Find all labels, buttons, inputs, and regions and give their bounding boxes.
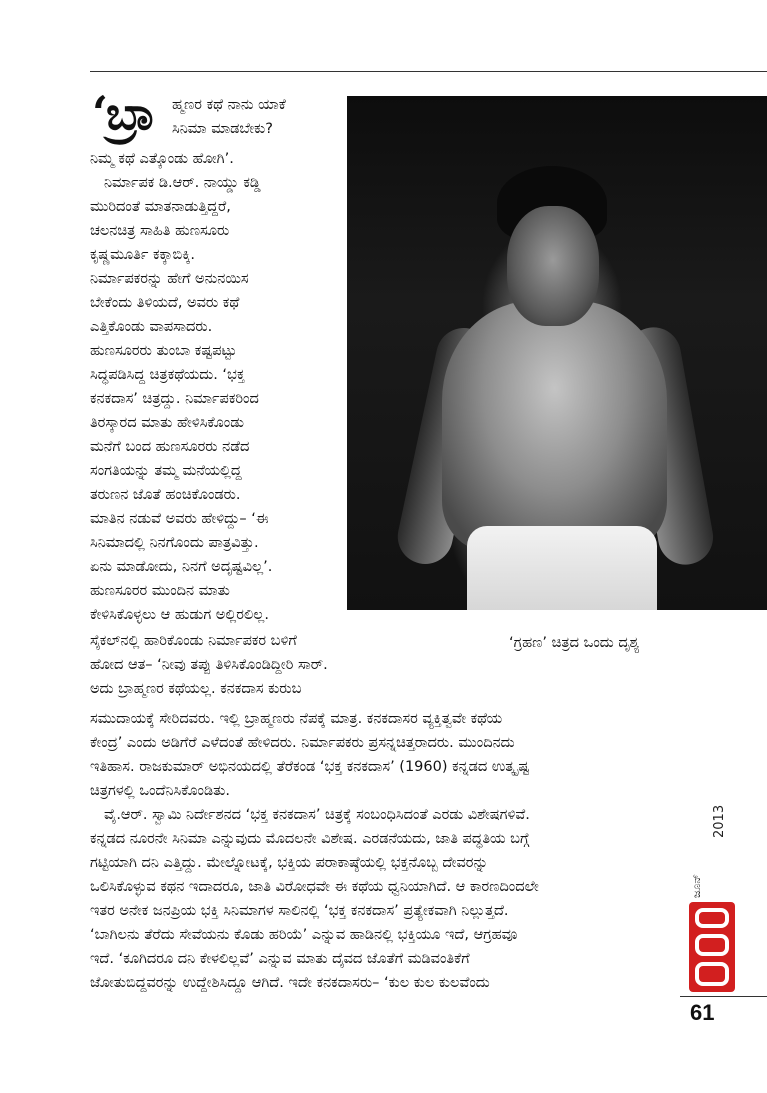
text-line: ಎತ್ತಿಕೊಂಡು ವಾಪಸಾದರು. (90, 319, 213, 335)
text-line: ಬೇಕೆಂದು ತಿಳಿಯದೆ, ಅವರು ಕಥೆ (90, 295, 240, 311)
text-line: ನಿರ್ಮಾಪಕ ಡಿ.ಆರ್. ನಾಯ್ಡು ಕಡ್ಡಿ (104, 175, 261, 191)
text-line: ಸಂಗತಿಯನ್ನು ತಮ್ಮ ಮನೆಯಲ್ಲಿದ್ದ (90, 463, 242, 479)
text-line: ಇದೆ. ‘ಕೂಗಿದರೂ ದನಿ ಕೇಳಲಿಲ್ಲವೆ’ ಎನ್ನುವ ಮಾತು ದೈವದ ಜೊತೆಗೆ ಮಡಿವಂತಿಕೆಗೆ (90, 951, 470, 967)
text-line: ಮುರಿದಂತೆ ಮಾತನಾಡುತ್ತಿದ್ದರೆ, (90, 199, 231, 215)
text-line: ಒಲಿಸಿಕೊಳ್ಳುವ ಕಥನ ಇದಾದರೂ, ಜಾತಿ ವಿರೋಧವೇ ಈ ಕಥೆಯ ಧ್ವನಿಯಾಗಿದೆ. ಆ ಕಾರಣದಿಂದಲೇ (90, 879, 539, 895)
figure-cloth (467, 526, 657, 610)
figure-head (507, 206, 599, 326)
text-line: ಇತರ ಅನೇಕ ಜನಪ್ರಿಯ ಭಕ್ತಿ ಸಿನಿಮಾಗಳ ಸಾಲಿನಲ್ಲಿ ‘ಭಕ್ತ ಕನಕದಾಸ’ ಪ್ರತ್ಯೇಕವಾಗಿ ನಿಲ್ಲುತ್ತದೆ. (90, 903, 509, 919)
text-line: ಸೈಕಲ್‌ನಲ್ಲಿ ಹಾರಿಕೊಂಡು ನಿರ್ಮಾಪಕರ ಬಳಿಗೆ (90, 633, 297, 649)
text-line: ನಿರ್ಮಾಪಕರನ್ನು ಹೇಗೆ ಅನುನಯಿಸ (90, 271, 249, 287)
text-line: ‘ಬಾಗಿಲನು ತೆರೆದು ಸೇವೆಯನು ಕೊಡು ಹರಿಯೆ’ ಎನ್ನುವ ಹಾಡಿನಲ್ಲಿ ಭಕ್ತಿಯೂ ಇದೆ, ಆಗ್ರಹವೂ (90, 927, 518, 943)
figure-torso (442, 301, 667, 551)
text-line: ಮನೆಗೆ ಬಂದ ಹುಣಸೂರರು ನಡೆದ (90, 439, 250, 455)
text-line: ತಿರಸ್ಕಾರದ ಮಾತು ಹೇಳಿಸಿಕೊಂಡು (90, 415, 245, 431)
text-line: ಸಮುದಾಯಕ್ಕೆ ಸೇರಿದವರು. ಇಲ್ಲಿ ಬ್ರಾಹ್ಮಣರು ನೆಪಕ್ಕೆ ಮಾತ್ರ. ಕನಕದಾಸರ ವ್ಯಕ್ತಿತ್ವವೇ ಕಥೆಯ (90, 711, 503, 727)
top-rule (90, 71, 767, 72)
text-line: ಕೇಂದ್ರ’ ಎಂದು ಅಡಿಗೆರೆ ಎಳೆದಂತೆ ಹೇಳಿದರು. ನಿರ್ಮಾಪಕರು ಪ್ರಸನ್ನಚಿತ್ತರಾದರು. ಮುಂದಿನದು (90, 735, 515, 751)
text-line: ಜೋತುಬಿದ್ದವರನ್ನು ಉದ್ದೇಶಿಸಿದ್ದೂ ಆಗಿದೆ. ಇದೇ ಕನಕದಾಸರು– ‘ಕುಲ ಕುಲ ಕುಲವೆಂದು (90, 975, 490, 991)
text-line: ಕೃಷ್ಣಮೂರ್ತಿ ಕಕ್ಕಾಬಿಕ್ಕಿ. (90, 247, 196, 263)
masthead-glyphs (689, 902, 735, 992)
text-line: ಸಿನಿಮಾ ಮಾಡಬೇಕು? (172, 121, 273, 137)
text-line: ಕನ್ನಡದ ನೂರನೇ ಸಿನಿಮಾ ಎನ್ನುವುದು ಮೊದಲನೇ ವಿಶೇಷ. ಎರಡನೆಯದು, ಜಾತಿ ಪದ್ಧತಿಯ ಬಗ್ಗೆ (90, 831, 530, 847)
text-line: ಹುಣಸೂರರ ಮುಂದಿನ ಮಾತು (90, 583, 230, 599)
magazine-masthead-logo (689, 902, 735, 992)
page-number-rule (680, 996, 767, 997)
text-line: ಗಟ್ಟಿಯಾಗಿ ದನಿ ಎತ್ತಿದ್ದು. ಮೇಲ್ನೋಟಕ್ಕೆ, ಭಕ್ತಿಯ ಪರಾಕಾಷ್ಠೆಯಲ್ಲಿ ಭಕ್ತನೊಬ್ಬ ದೇವರನ್ನು (90, 855, 489, 871)
text-line: ಏನು ಮಾಡೋದು, ನಿನಗೆ ಅದೃಷ್ಟವಿಲ್ಲ’. (90, 559, 273, 575)
text-line: ಕೇಳಿಸಿಕೊಳ್ಳಲು ಆ ಹುಡುಗ ಅಲ್ಲಿರಲಿಲ್ಲ. (90, 607, 269, 623)
text-line: ಚಿತ್ರಗಳಲ್ಲಿ ಒಂದೆನಿಸಿಕೊಂಡಿತು. (90, 783, 231, 799)
text-line: ಸಿದ್ಧಪಡಿಸಿದ್ದ ಚಿತ್ರಕಥೆಯದು. ‘ಭಕ್ತ (90, 367, 245, 383)
page-number: 61 (690, 1000, 715, 1025)
issue-month: ಜೂನ್ (690, 873, 703, 898)
text-line: ಇತಿಹಾಸ. ರಾಜಕುಮಾರ್ ಅಭಿನಯದಲ್ಲಿ ತೆರೆಕಂಡ ‘ಭಕ್ತ ಕನಕದಾಸ’ (1960) ಕನ್ನಡದ ಉತ್ಕೃಷ್ಟ (90, 759, 530, 775)
text-line: ಕನಕದಾಸ’ ಚಿತ್ರದ್ದು. ನಿರ್ಮಾಪಕರಿಂದ (90, 391, 259, 407)
text-line: ಮಾತಿನ ನಡುವೆ ಅವರು ಹೇಳಿದ್ದು– ‘ಈ (90, 511, 269, 527)
text-line: ತರುಣನ ಜೊತೆ ಹಂಚಿಕೊಂಡರು. (90, 487, 241, 503)
text-line: ವೈ.ಆರ್. ಸ್ವಾಮಿ ನಿರ್ದೇಶನದ ‘ಭಕ್ತ ಕನಕದಾಸ’ ಚಿತ್ರಕ್ಕೆ ಸಂಬಂಧಿಸಿದಂತೆ ಎರಡು ವಿಶೇಷಗಳಿವೆ. (104, 807, 530, 823)
text-line: ಹ್ಮಣರ ಕಥೆ ನಾನು ಯಾಕೆ (172, 97, 286, 113)
text-line: ಸಿನಿಮಾದಲ್ಲಿ ನಿನಗೊಂದು ಪಾತ್ರವಿತ್ತು. (90, 535, 259, 551)
drop-cap: ‘ಬ್ರಾ (92, 86, 154, 140)
text-line: ಅದು ಬ್ರಾಹ್ಮಣರ ಕಥೆಯಲ್ಲ. ಕನಕದಾಸ ಕುರುಬ (90, 681, 302, 697)
text-line: ಚಲನಚಿತ್ರ ಸಾಹಿತಿ ಹುಣಸೂರು (90, 223, 230, 239)
text-line: ಹೋದ ಆತ– ‘ನೀವು ತಪ್ಪು ತಿಳಿಸಿಕೊಂಡಿದ್ದೀರಿ ಸಾರ್. (90, 657, 328, 673)
text-line: ಹುಣಸೂರರು ತುಂಬಾ ಕಷ್ಟಪಟ್ಟು (90, 343, 237, 359)
photo-caption: ‘ಗ್ರಹಣ’ ಚಿತ್ರದ ಒಂದು ದೃಶ್ಯ (509, 635, 640, 651)
film-still-photo (347, 96, 767, 610)
text-line: ನಿಮ್ಮ ಕಥೆ ಎತ್ಕೊಂಡು ಹೋಗಿ’. (90, 151, 234, 167)
issue-year: 2013 (712, 804, 727, 838)
